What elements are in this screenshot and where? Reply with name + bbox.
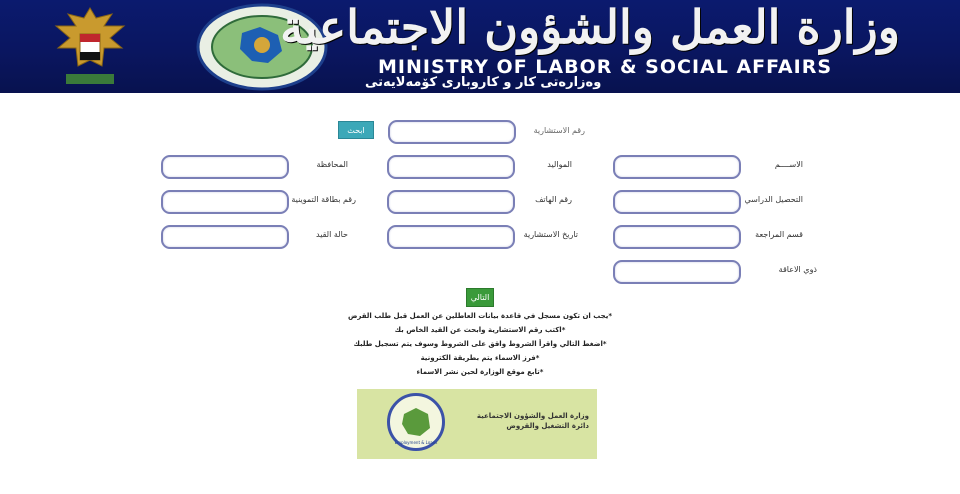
footer-department-name: دائرة التشغيل والقروض — [506, 422, 589, 430]
review-department-input[interactable] — [613, 225, 741, 249]
consultation-date-input[interactable] — [387, 225, 515, 249]
education-input[interactable] — [613, 190, 741, 214]
instruction-item: *اضغط التالي واقرأ الشروط واقق على الشروط وسوف يتم تسجيل طلبك — [353, 340, 607, 348]
next-button[interactable]: التالي — [466, 288, 494, 307]
iraq-eagle-emblem-icon — [52, 4, 128, 90]
ration-card-label: رقم بطاقة التموينية — [291, 195, 356, 204]
search-button[interactable]: ابحث — [338, 121, 374, 139]
logo-caption: Employment & Loans — [394, 440, 438, 445]
consultation-number-input[interactable] — [388, 120, 516, 144]
employment-loans-logo-box — [357, 389, 597, 459]
ministry-title-english: MINISTRY OF LABOR & SOCIAL AFFAIRS — [378, 56, 833, 78]
ration-card-input[interactable] — [161, 190, 289, 214]
instruction-item: *يجب ان تكون مسجل في قاعدة بيانات العاطلين عن العمل قبل طلب القرض — [347, 312, 613, 320]
consultation-date-label: تاريخ الاستشارية — [523, 230, 578, 239]
header-banner — [0, 0, 960, 93]
instruction-item: *اكتب رقم الاستشارية وابحث عن القيد الخاص بك — [394, 326, 566, 334]
instruction-item: *فرز الاسماء يتم بطريقة الكترونية — [420, 354, 540, 362]
review-department-label: قسم المراجعة — [755, 230, 803, 239]
instructions-list — [300, 309, 660, 379]
phone-input[interactable] — [387, 190, 515, 214]
birth-label: المواليد — [547, 160, 572, 169]
disability-label: ذوي الاعاقة — [778, 265, 817, 274]
phone-label: رقم الهاتف — [535, 195, 572, 204]
province-label: المحافظة — [316, 160, 348, 169]
registration-status-input[interactable] — [161, 225, 289, 249]
province-input[interactable] — [161, 155, 289, 179]
disability-input[interactable] — [613, 260, 741, 284]
instruction-item: *تابع موقع الوزارة لحين نشر الاسماء — [416, 368, 544, 376]
education-label: التحصيل الدراسي — [744, 195, 803, 204]
footer-ministry-name: وزارة العمل والشؤون الاجتماعية — [476, 412, 589, 420]
consultation-number-label: رقم الاستشارية — [533, 126, 585, 135]
name-label: الاســــم — [774, 160, 803, 169]
ministry-title-arabic: وزارة العمل والشؤون الاجتماعية — [280, 0, 900, 54]
employment-loans-logo-icon — [387, 393, 445, 451]
name-input[interactable] — [613, 155, 741, 179]
ministry-title-kurdish: وه‌زاره‌تی كار و كاروباری كۆمه‌لایه‌تی — [365, 75, 602, 90]
birth-input[interactable] — [387, 155, 515, 179]
registration-status-label: حالة القيد — [316, 230, 348, 239]
footer-text — [477, 411, 589, 431]
